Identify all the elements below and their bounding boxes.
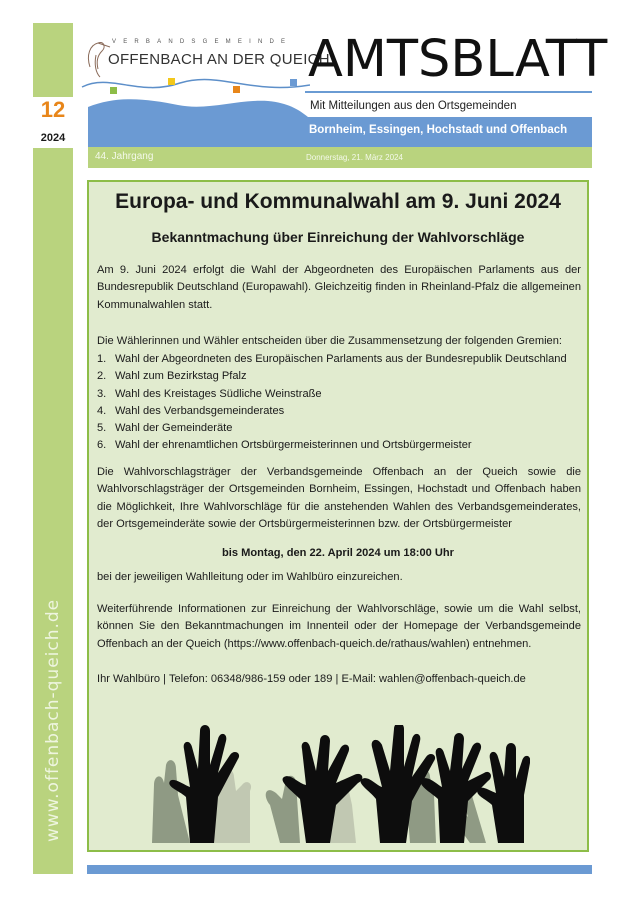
heron-icon xyxy=(88,43,110,77)
article-headline: Europa- und Kommunalwahl am 9. Juni 2024 xyxy=(115,190,561,213)
article-subheadline: Bekanntmachung über Einreichung der Wahlvorschläge xyxy=(151,229,525,245)
issue-date: Donnerstag, 21. März 2024 xyxy=(306,153,403,162)
list-item xyxy=(97,437,581,454)
list-text: Wahl des Kreistages Südliche Weinstraße xyxy=(115,387,322,400)
list-item xyxy=(97,386,581,403)
sidebar-top-block xyxy=(33,23,73,97)
square-blue xyxy=(290,79,297,86)
list-number: 3. xyxy=(97,387,107,400)
paragraph-submit-location: bei der jeweiligen Wahlleitung oder im Wahlbüro einzureichen. xyxy=(97,571,403,583)
title-underline xyxy=(305,91,592,93)
square-orange xyxy=(233,86,240,93)
square-yellow xyxy=(168,78,175,85)
communities-list: Bornheim, Essingen, Hochstadt und Offenbach xyxy=(309,124,568,136)
logo-title: OFFENBACH AN DER QUEICH xyxy=(108,51,330,68)
list-number: 2. xyxy=(97,370,107,383)
raised-hands-illustration xyxy=(150,725,530,843)
paragraph-intro: Am 9. Juni 2024 erfolgt die Wahl der Abgeordneten des Europäischen Parlaments aus der Bundesrepublik Deutschland (Europawahl). Gleichzeitig finden in Rheinland-Pfalz die allgemeinen Kommunalwahlen statt. xyxy=(97,264,581,311)
paragraph-bodies-intro: Die Wählerinnen und Wähler entscheiden über die Zusammensetzung der folgenden Gremien: xyxy=(97,335,562,347)
paragraph-submission: Die Wahlvorschlagsträger der Verbandsgemeinde Offenbach an der Queich sowie die Wahlvorschlagsträger der Ortsgemeinden Bornheim, Essingen, Hochstadt und Offenbach haben die Möglichkeit, Ihre Wahlvorschläge für die anstehenden Wahlen des Verbandsgemeinderates, der Ortsgemeinderäte sowie der Ortsbürgermeisterinnen bzw. der Ortsbürgermeister xyxy=(97,466,581,530)
masthead-subtitle: Mit Mitteilungen aus den Ortsgemeinden xyxy=(310,100,517,112)
list-number: 5. xyxy=(97,422,107,435)
deadline: bis Montag, den 22. April 2024 um 18:00 Uhr xyxy=(221,547,454,559)
list-text: Wahl der ehrenamtlichen Ortsbürgermeisterinnen und Ortsbürgermeister xyxy=(115,439,472,452)
footer-bar xyxy=(87,865,592,874)
issue-year: 2024 xyxy=(40,132,66,144)
square-green xyxy=(110,87,117,94)
list-text: Wahl zum Bezirkstag Pfalz xyxy=(115,370,247,383)
election-list xyxy=(97,351,581,455)
masthead-title: AMTSBLATT xyxy=(308,30,608,89)
logo-subtitle: VERBANDSGEMEINDE xyxy=(112,39,293,45)
list-number: 4. xyxy=(97,404,107,417)
contact-line: Ihr Wahlbüro | Telefon: 06348/986-159 oder 189 | E-Mail: wahlen@offenbach-queich.de xyxy=(97,673,526,685)
list-text: Wahl der Abgeordneten des Europäischen Parlaments aus der Bundesrepublik Deutschland xyxy=(115,353,567,365)
wave-graphic xyxy=(88,97,308,147)
volume-label: 44. Jahrgang xyxy=(95,151,154,162)
list-item xyxy=(97,403,581,420)
river-wave-line xyxy=(82,80,310,88)
list-number: 6. xyxy=(97,439,107,452)
website-url[interactable]: www.offenbach-queich.de xyxy=(43,598,63,842)
list-number: 1. xyxy=(97,353,107,365)
list-text: Wahl des Verbandsgemeinderates xyxy=(115,404,285,417)
list-item xyxy=(97,351,581,368)
paragraph-further-info: Weiterführende Informationen zur Einreichung der Wahlvorschläge, sowie um die Wahl selbst, können Sie den Bekanntmachungen im Innenteil oder der Homepage der Verbandsgemeinde Offenbach an der Queich (https://www.offenbach-queich.de/rathaus/wahlen) entnehmen. xyxy=(97,603,581,650)
list-item xyxy=(97,368,581,385)
sidebar-website xyxy=(33,148,73,874)
list-text: Wahl der Gemeinderäte xyxy=(115,422,233,435)
issue-number: 12 xyxy=(40,97,66,122)
list-item xyxy=(97,420,581,437)
